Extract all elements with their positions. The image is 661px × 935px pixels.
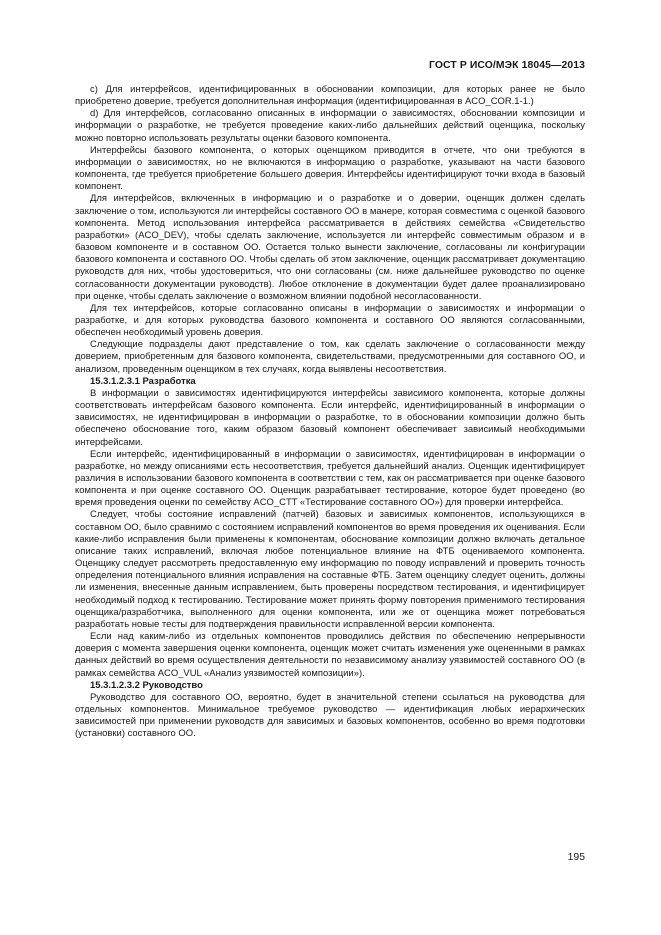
paragraph-assurance-level: Для тех интерфейсов, которые согласованно описаны в информации о зависимостях и информации о разработке, и для которых руководства базового компонента и составного ОО являются согласованными, обеспечен необходимый уровень доверия. [75,302,585,339]
paragraph-item-d: d) Для интерфейсов, согласованно описанных в информации о зависимостях, обосновании композиции и информации о разработке, не требуется проведение каких-либо дальнейших действий оценщика, поскольку можно повторно использовать результаты оценки базового компонента. [75,108,585,144]
paragraph-patches: Следует, чтобы состояние исправлений (патчей) базовых и зависимых компонентов, использующихся в составном ОО, было сравнимо с состоянием исправлений компонентов во время проведения их оценивания. Если какие-либо исправления были применены к компонентам, обоснование композиции должно включать детальное описание таких исправлений, включая любое потенциальное влияние на ФТБ оцениваемого компонента. Оценщику следует рассмотреть предоставленную ему информацию по поводу исправлений и проверить точность определения потенциального влияния исправления на составные ФТБ. Затем оценщику следует оценить, должны ли изменения, внесенные данным исправлением, быть проверены посредством тестирования, и идентифицирует необходимый подход к тестированию. Тестирование может принять форму повторения применимого тестирования оценщика/разработчика, выполненного для оценки компонента, или же от оценщика может потребоваться разработать новые тесты для подтверждения правильности исправленной версии компонента. [75,509,585,630]
page-number: 195 [567,852,585,863]
paragraph-interface-conclusion: Для интерфейсов, включенных в информацию и о разработке и о доверии, оценщик должен сделать заключение о том, используются ли интерфейсы составного ОО в манере, которая совместима с оценкой базового компонента. Метод использования интерфейса рассматривается в действиях семейства «Свидетельство разработки» (ACO_DEV), чтобы сделать заключение, используется ли интерфейс совместимым образом и в базовом компоненте и в составном ОО. Остается только вынести заключение, согласованы ли конфигурации базового компонента и составного ОО. Чтобы сделать об этом заключение, оценщик рассматривает документацию руководств для них, чтобы удостовериться, что они согласованы (см. ниже дальнейшее руководство по оценке согласованности документации руководств). Любое отклонение в документации будет далее проанализировано при оценке, чтобы сделать заключение о возможном влиянии подобной несогласованности. [75,193,585,302]
paragraph-item-c: c) Для интерфейсов, идентифицированных в обосновании композиции, для которых ранее не было приобретено доверие, требуется дополнительная информация (идентифицированная в ACO_COR.1-1.) [75,84,585,108]
paragraph-inconsistencies: Если интерфейс, идентифицированный в информации о зависимостях, идентифицирован в информации о разработке, но между описаниями есть несоответствия, требуется дальнейший анализ. Оценщик идентифицирует различия в использовании базового компонента в соответствии с тем, как он рассматривается при оценке базового компонента и при оценке составного ОО. Оценщик разрабатывает тестирование, которое будет проведено (во время проведения оценки по семейству ACO_CTT «Тестирование составного ОО») для проверки интерфейса. [75,448,585,509]
paragraph-subsections-intro: Следующие подразделы дают представление о том, как сделать заключение о согласованности между доверием, приобретенным для базового компонента, свидетельствами, предусмотренными для составного ОО, и анализом, проведенным оценщиком в тех случаях, когда выявлены несоответствия. [75,339,585,375]
paragraph-continuity: Если над каким-либо из отдельных компонентов проводились действия по обеспечению непрерывности доверия с момента завершения оценки компонента, оценщик может считать изменения уже оцененными в рамках данных действий во время осуществления деятельности по независимому анализу уязвимостей составного ОО (в рамках семейства ACO_VUL «Анализ уязвимостей композиции»). [75,631,585,679]
paragraph-guidance: Руководство для составного ОО, вероятно, будет в значительной степени ссылаться на руководства для отдельных компонентов. Минимальное требуемое руководство — идентификация любых иерархических зависимостей при применении руководств для зависимых и базовых компонентов, особенно во время подготовки (установки) составного ОО. [75,691,585,740]
section-heading-guidance: 15.3.1.2.3.2 Руководство [90,679,203,691]
document-body [75,84,585,740]
section-heading-development: 15.3.1.2.3.1 Разработка [90,375,196,387]
paragraph-dependency-info: В информации о зависимостях идентифицируются интерфейсы зависимого компонента, которые должны соответствовать интерфейсам базового компонента. Если интерфейс, идентифицированный в информации о зависимостях, не идентифицирован в информации о разработке, то в обосновании композиции должно быть обеспечено обоснование того, каким образом базовый компонент обеспечивает зависимый необходимыми интерфейсами. [75,387,585,448]
paragraph-base-interfaces: Интерфейсы базового компонента, о которых оценщиком приводится в отчете, что они требуются в информации о зависимостях, но не включаются в информацию о разработке, указывают на части базового компонента, где требуется приобретение большего доверия. Интерфейсы идентифицируют точки входа в базовый компонент. [75,144,585,193]
standard-header: ГОСТ Р ИСО/МЭК 18045—2013 [429,60,585,71]
